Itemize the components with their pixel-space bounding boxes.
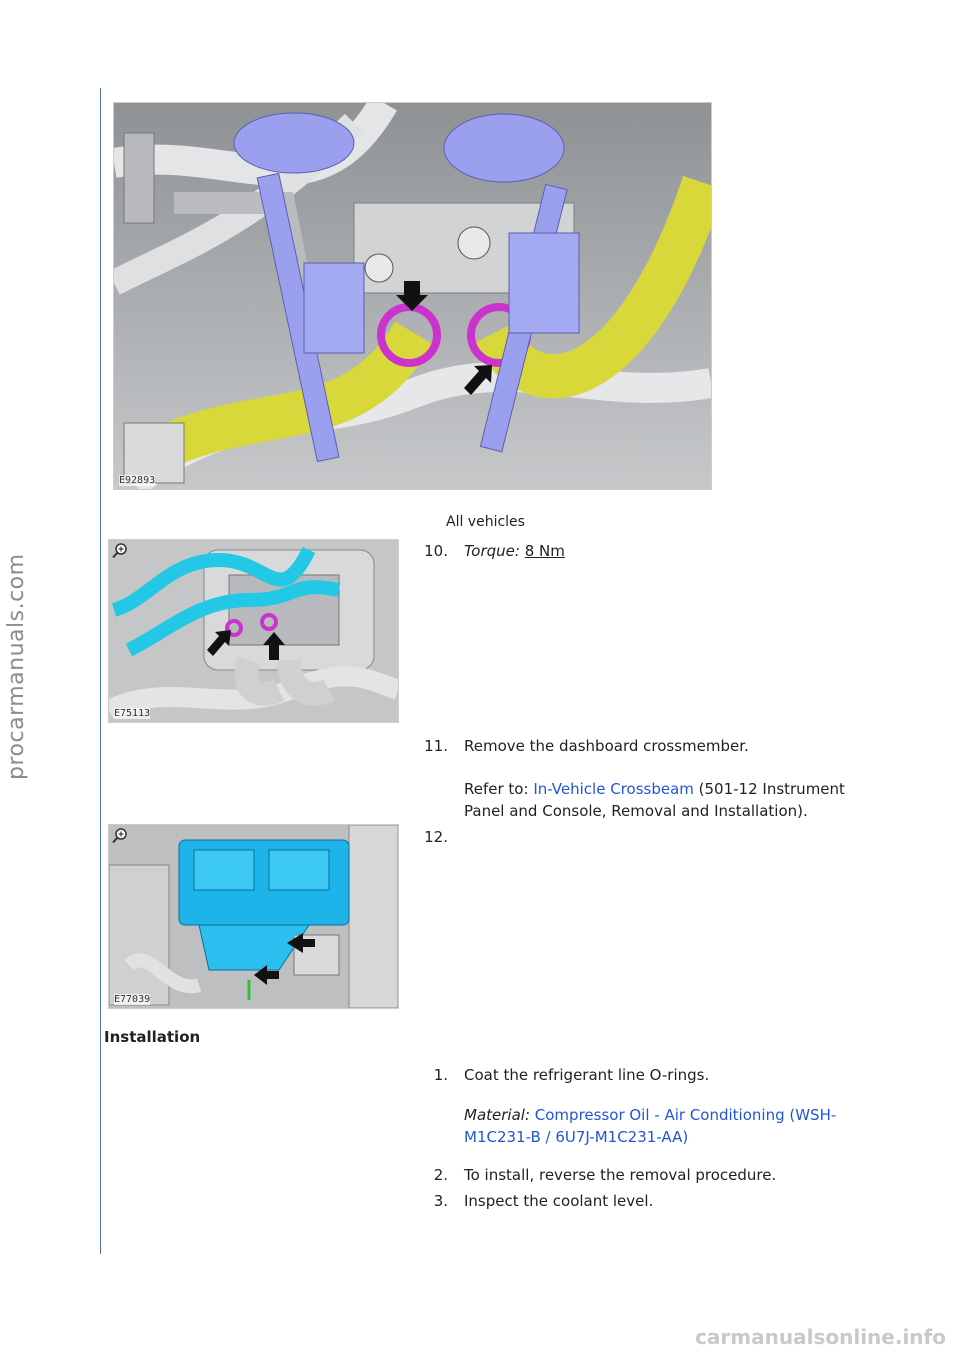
install-step-1-material <box>464 1104 894 1148</box>
reference-rest-2: Panel and Console, Removal and Installation). <box>464 802 808 820</box>
install-step-1-text: Coat the refrigerant line O-rings. <box>464 1066 710 1084</box>
figure-main-caption: All vehicles <box>446 514 525 530</box>
zoom-in-icon[interactable] <box>111 827 129 845</box>
torque-label: Torque: <box>464 542 520 560</box>
step-10-number: 10. <box>424 542 448 560</box>
crossbeam-link[interactable]: In-Vehicle Crossbeam <box>533 780 694 798</box>
side-watermark: procarmanuals.com <box>4 553 29 780</box>
figure-step-10-code: E75113 <box>114 708 151 719</box>
figure-step-12-illustration <box>109 825 398 1008</box>
step-11-number: 11. <box>424 737 448 755</box>
install-step-2-number: 2. <box>433 1166 448 1184</box>
install-step-3-text: Inspect the coolant level. <box>464 1192 654 1210</box>
torque-value: 8 Nm <box>524 542 565 560</box>
step-12-number: 12. <box>424 828 448 846</box>
footer-watermark: carmanualsonline.info <box>695 1325 946 1349</box>
material-link-line-2[interactable]: M1C231-B / 6U7J-M1C231-AA) <box>464 1128 689 1146</box>
left-margin-rule <box>100 88 101 1254</box>
reference-rest-1: (501-12 Instrument <box>693 780 845 798</box>
figure-main <box>113 102 712 490</box>
figure-step-10-illustration <box>109 540 398 722</box>
figure-step-10[interactable] <box>108 539 399 723</box>
install-step-3-number: 3. <box>433 1192 448 1210</box>
reference-label: Refer to: <box>464 780 529 798</box>
step-10-torque <box>464 540 565 562</box>
figure-main-code: E92893 <box>119 475 156 486</box>
figure-step-12[interactable] <box>108 824 399 1009</box>
step-11-reference <box>464 778 894 822</box>
material-label: Material: <box>464 1106 530 1124</box>
install-step-2-text: To install, reverse the removal procedure. <box>464 1166 777 1184</box>
figure-step-12-code: E77039 <box>114 994 151 1005</box>
install-step-1-number: 1. <box>433 1066 448 1084</box>
material-link-line-1[interactable]: Compressor Oil - Air Conditioning (WSH- <box>534 1106 837 1124</box>
step-11-text: Remove the dashboard crossmember. <box>464 737 749 755</box>
zoom-in-icon[interactable] <box>111 542 129 560</box>
installation-heading: Installation <box>104 1028 201 1046</box>
figure-main-illustration <box>114 103 711 489</box>
